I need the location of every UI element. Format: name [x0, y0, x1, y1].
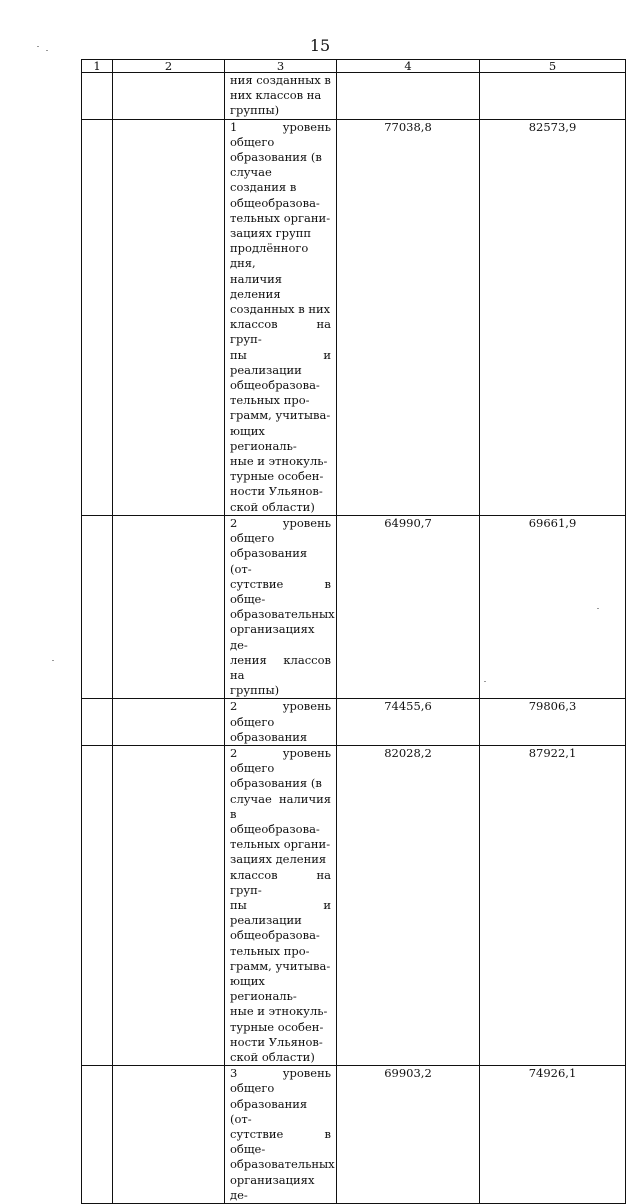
- description-line: 2 уровень общего: [230, 699, 331, 729]
- cell-level-description: [225, 119, 337, 515]
- cell-col1: [82, 745, 113, 1065]
- description-line: грамм, учитыва-: [230, 408, 331, 423]
- description-line: созданных в них: [230, 302, 331, 317]
- scan-speck: [484, 681, 486, 682]
- cell-col1: [82, 1066, 113, 1204]
- table-row: [82, 1066, 626, 1204]
- description-line: классов на груп-: [230, 317, 331, 347]
- description-line: группы): [230, 103, 280, 118]
- cell-col1: [82, 119, 113, 515]
- description-line: случае наличия в: [230, 791, 331, 821]
- description-line: грамм, учитыва-: [230, 958, 331, 973]
- page-number: 15: [309, 36, 331, 55]
- cell-col2: [113, 515, 225, 698]
- description-line: ской области): [230, 1050, 315, 1064]
- cell-value-col4: 77038,8: [337, 119, 480, 515]
- description-line: организациях де-: [230, 622, 315, 652]
- description-line: 2 уровень общего: [230, 745, 331, 776]
- description-line: случае создания в: [230, 165, 297, 195]
- cell-level-description: [225, 73, 337, 120]
- cell-value-col5: 69661,9: [480, 515, 626, 698]
- description-line: ской области): [230, 499, 315, 514]
- table-row: [82, 699, 626, 746]
- description-line: пы и реализации: [230, 897, 331, 928]
- description-line: пы и реализации: [230, 347, 331, 377]
- description-line: образования (в: [230, 776, 322, 791]
- description-line: тельных про-: [230, 393, 310, 408]
- description-line: ющих региональ-: [230, 973, 297, 1004]
- description-line: наличия деления: [230, 271, 283, 301]
- cell-col1: [82, 73, 113, 120]
- description-line: общеобразова-: [230, 195, 320, 210]
- description-line: 2 уровень общего: [230, 515, 331, 546]
- table-body: [82, 73, 626, 1204]
- description-line: них классов на: [230, 88, 322, 103]
- description-line: ния созданных в: [230, 73, 331, 87]
- description-line: тельных органи-: [230, 210, 331, 225]
- table-row: [82, 119, 626, 515]
- scan-speck: [597, 608, 599, 609]
- table-row: [82, 73, 626, 120]
- description-line: общеобразова-: [230, 378, 320, 393]
- cell-value-col5: 79806,3: [480, 699, 626, 746]
- column-header-5: 5: [480, 60, 626, 73]
- description-line: группы): [230, 683, 280, 698]
- cell-level-description: [225, 515, 337, 698]
- description-line: ные и этнокуль-: [230, 1004, 328, 1019]
- description-line: тельных про-: [230, 943, 310, 958]
- cell-col2: [113, 73, 225, 120]
- cell-level-description: [225, 699, 337, 746]
- table-row: [82, 745, 626, 1065]
- description-line: образовательных: [230, 607, 335, 622]
- description-line: зациях деления: [230, 852, 327, 867]
- cell-value-col5: 87922,1: [480, 745, 626, 1065]
- description-line: ления классов на: [230, 652, 331, 682]
- description-line: турные особен-: [230, 1019, 324, 1034]
- description-line: ющих региональ-: [230, 423, 297, 453]
- table-row: [82, 515, 626, 698]
- column-header-3: 3: [225, 60, 337, 73]
- description-line: зациях групп: [230, 226, 312, 241]
- cell-level-description: [225, 745, 337, 1065]
- description-line: общеобразова-: [230, 821, 320, 836]
- scan-speck: [52, 660, 54, 661]
- cell-col2: [113, 1066, 225, 1204]
- description-line: тельных органи-: [230, 837, 331, 852]
- column-header-4: 4: [337, 60, 480, 73]
- description-line: образования (от-: [230, 546, 308, 576]
- column-header-2: 2: [113, 60, 225, 73]
- cell-value-col4: [337, 73, 480, 120]
- scan-speck: [37, 46, 39, 47]
- description-line: образования (в: [230, 150, 322, 165]
- cell-col1: [82, 515, 113, 698]
- description-line: ности Ульянов-: [230, 484, 323, 499]
- description-line: ности Ульянов-: [230, 1034, 323, 1049]
- cell-value-col4: 69903,2: [337, 1066, 480, 1204]
- description-line: турные особен-: [230, 469, 324, 484]
- description-line: сутствие в обще-: [230, 1127, 331, 1157]
- description-line: 3 уровень общего: [230, 1066, 331, 1096]
- cell-col2: [113, 699, 225, 746]
- cell-value-col4: 64990,7: [337, 515, 480, 698]
- table-header-row: [82, 60, 626, 73]
- description-line: сутствие в обще-: [230, 576, 331, 606]
- scan-speck: [46, 50, 48, 51]
- cell-value-col5: 74926,1: [480, 1066, 626, 1204]
- cell-value-col4: 74455,6: [337, 699, 480, 746]
- cell-value-col4: 82028,2: [337, 745, 480, 1065]
- cell-level-description: [225, 1066, 337, 1204]
- cell-value-col5: [480, 73, 626, 120]
- description-line: образовательных: [230, 1157, 335, 1172]
- description-line: общеобразова-: [230, 928, 320, 943]
- description-line: образования (от-: [230, 1096, 308, 1126]
- description-line: организациях де-: [230, 1172, 315, 1202]
- cell-value-col5: 82573,9: [480, 119, 626, 515]
- description-line: классов на груп-: [230, 867, 331, 897]
- funding-table: [81, 59, 626, 1204]
- description-line: образования: [230, 729, 308, 744]
- column-header-1: 1: [82, 60, 113, 73]
- description-line: 1 уровень общего: [230, 119, 331, 149]
- cell-col2: [113, 745, 225, 1065]
- cell-col1: [82, 699, 113, 746]
- description-line: продлённого дня,: [230, 241, 309, 271]
- cell-col2: [113, 119, 225, 515]
- description-line: ные и этнокуль-: [230, 454, 328, 469]
